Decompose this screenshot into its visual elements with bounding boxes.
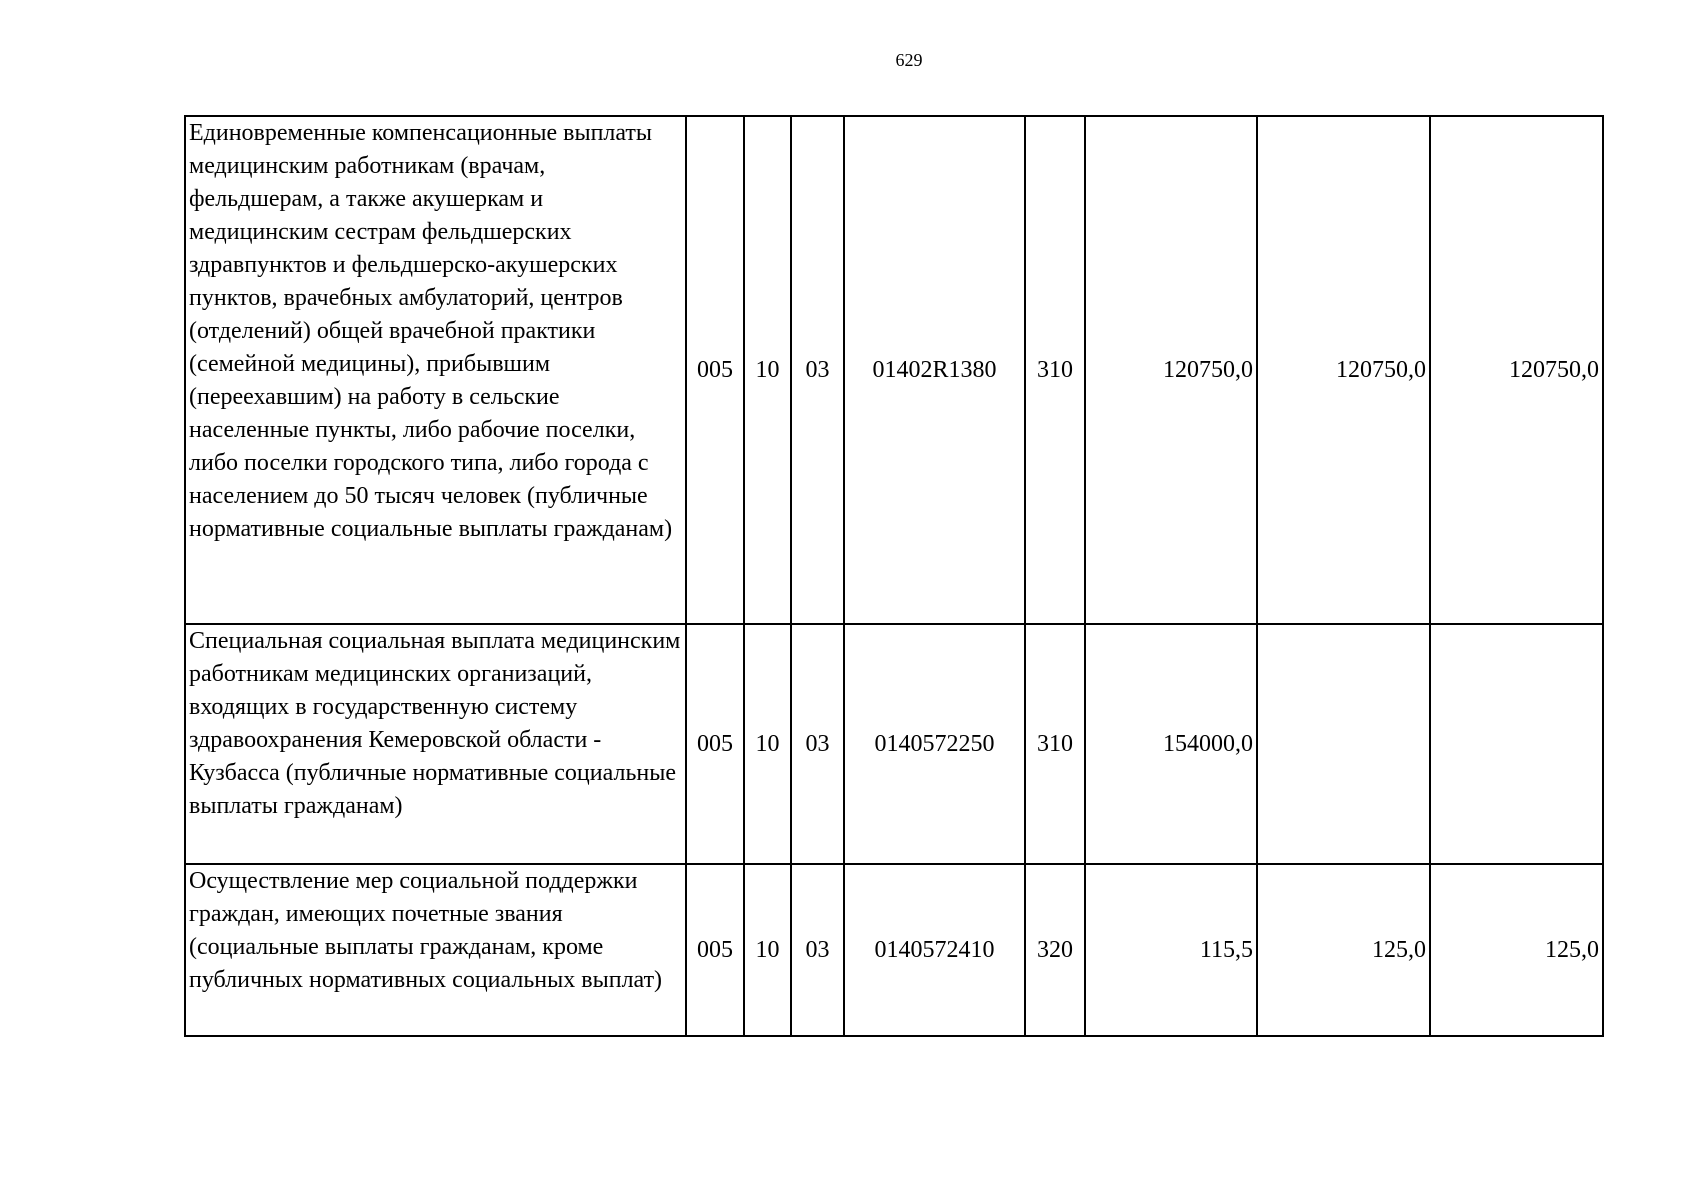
expense-type-cell: 310 xyxy=(1025,116,1085,624)
expense-name-cell: Осуществление мер социальной поддержки граждан, имеющих почетные звания (социальные выплаты гражданам, кроме публичных нормативных социальных выплат) xyxy=(185,864,686,1036)
expense-name-cell: Специальная социальная выплата медицинским работникам медицинских организаций, входящих в государственную систему здравоохранения Кемеровской области - Кузбасса (публичные нормативные социальные выплаты гражданам) xyxy=(185,624,686,864)
section-code-cell: 10 xyxy=(744,864,791,1036)
expense-type-cell: 320 xyxy=(1025,864,1085,1036)
expense-type-cell: 310 xyxy=(1025,624,1085,864)
subsection-code-cell: 03 xyxy=(791,864,844,1036)
amount-year-2-cell: 120750,0 xyxy=(1257,116,1430,624)
amount-year-2-cell: 125,0 xyxy=(1257,864,1430,1036)
amount-year-1-cell: 120750,0 xyxy=(1085,116,1257,624)
subsection-code-cell: 03 xyxy=(791,624,844,864)
budget-table xyxy=(184,115,1604,1037)
subsection-code-cell: 03 xyxy=(791,116,844,624)
target-article-cell: 0140572410 xyxy=(844,864,1025,1036)
amount-year-3-cell: 125,0 xyxy=(1430,864,1603,1036)
section-code-cell: 10 xyxy=(744,624,791,864)
ministry-code-cell: 005 xyxy=(686,116,744,624)
target-article-cell: 0140572250 xyxy=(844,624,1025,864)
amount-year-3-cell xyxy=(1430,624,1603,864)
amount-year-1-cell: 154000,0 xyxy=(1085,624,1257,864)
amount-year-1-cell: 115,5 xyxy=(1085,864,1257,1036)
ministry-code-cell: 005 xyxy=(686,624,744,864)
amount-year-3-cell: 120750,0 xyxy=(1430,116,1603,624)
table-row xyxy=(185,864,1603,1036)
page-number: 629 xyxy=(895,50,923,70)
expense-name-cell: Единовременные компенсационные выплаты медицинским работникам (врачам, фельдшерам, а также акушеркам и медицинским сестрам фельдшерских здравпунктов и фельдшерско-акушерских пунктов, врачебных амбулаторий, центров (отделений) общей врачебной практики (семейной медицины), прибывшим (переехавшим) на работу в сельские населенные пункты, либо рабочие поселки, либо поселки городского типа, либо города с населением до 50 тысяч человек (публичные нормативные социальные выплаты гражданам) xyxy=(185,116,686,624)
section-code-cell: 10 xyxy=(744,116,791,624)
ministry-code-cell: 005 xyxy=(686,864,744,1036)
target-article-cell: 01402R1380 xyxy=(844,116,1025,624)
amount-year-2-cell xyxy=(1257,624,1430,864)
table-row xyxy=(185,624,1603,864)
table-row xyxy=(185,116,1603,624)
